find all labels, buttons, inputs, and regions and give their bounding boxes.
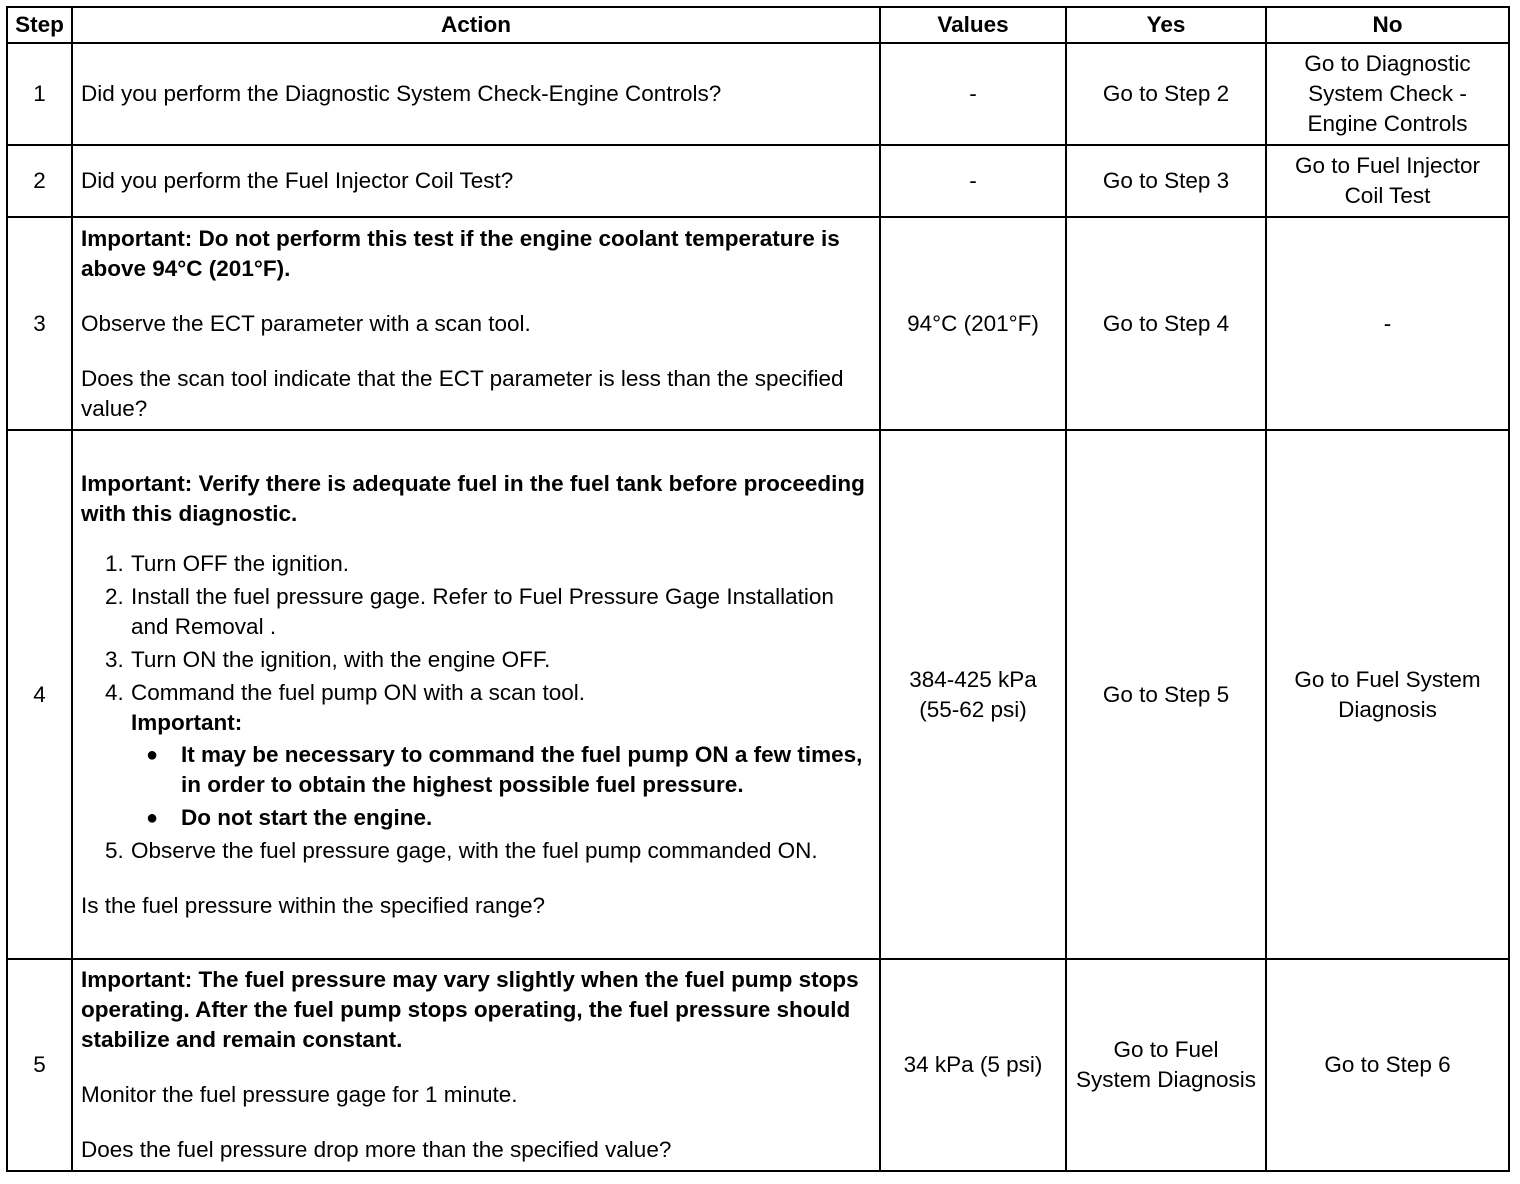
list-item: 2. Install the fuel pressure gage. Refer to Fuel Pressure Gage Installation and Removal . <box>130 582 871 642</box>
action-question: Is the fuel pressure within the specified range? <box>81 892 546 918</box>
procedure-list <box>81 549 871 866</box>
table-row <box>7 959 1509 1171</box>
list-item <box>130 678 871 833</box>
note-list <box>131 740 871 833</box>
header-values: Values <box>880 7 1066 43</box>
values-cell: - <box>880 145 1066 217</box>
action-cell <box>72 430 880 959</box>
action-text: Did you perform the Fuel Injector Coil Test? <box>81 168 514 193</box>
header-action: Action <box>72 7 880 43</box>
important-note: Important: Verify there is adequate fuel in the fuel tank before proceeding with this diagnostic. <box>81 470 865 526</box>
no-cell: Go to Diagnostic System Check - Engine Controls <box>1266 43 1509 145</box>
step-number: 5 <box>7 959 72 1171</box>
yes-cell: Go to Step 5 <box>1066 430 1266 959</box>
values-cell: 384-425 kPa (55-62 psi) <box>880 430 1066 959</box>
values-cell: 34 kPa (5 psi) <box>880 959 1066 1171</box>
header-no: No <box>1266 7 1509 43</box>
no-cell: - <box>1266 217 1509 430</box>
important-note: Important: The fuel pressure may vary slightly when the fuel pump stops operating. After the fuel pump stops operating, the fuel pressure should stabilize and remain constant. <box>81 967 859 1052</box>
step-number: 3 <box>7 217 72 430</box>
action-cell <box>72 959 880 1171</box>
yes-cell: Go to Step 4 <box>1066 217 1266 430</box>
no-cell: Go to Fuel Injector Coil Test <box>1266 145 1509 217</box>
table-row <box>7 217 1509 430</box>
action-question: Does the scan tool indicate that the ECT parameter is less than the specified value? <box>81 365 844 421</box>
action-cell <box>72 217 880 430</box>
header-yes: Yes <box>1066 7 1266 43</box>
no-cell: Go to Fuel System Diagnosis <box>1266 430 1509 959</box>
header-row <box>7 7 1509 43</box>
no-cell: Go to Step 6 <box>1266 959 1509 1171</box>
step-number: 1 <box>7 43 72 145</box>
action-cell <box>72 43 880 145</box>
step-number: 4 <box>7 430 72 959</box>
action-text: Did you perform the Diagnostic System Check-Engine Controls? <box>81 81 722 106</box>
note-item: ● It may be necessary to command the fuel pump ON a few times, in order to obtain the highest possible fuel pressure. <box>180 740 871 800</box>
values-cell: 94°C (201°F) <box>880 217 1066 430</box>
list-item: 5. Observe the fuel pressure gage, with the fuel pump commanded ON. <box>130 836 871 866</box>
list-item: 1. Turn OFF the ignition. <box>130 549 871 579</box>
note-item: ● Do not start the engine. <box>180 803 871 833</box>
yes-cell: Go to Step 2 <box>1066 43 1266 145</box>
important-note: Important: Do not perform this test if the engine coolant temperature is above 94°C (201°F). <box>81 225 840 281</box>
list-item-text: Command the fuel pump ON with a scan tool. <box>131 679 585 705</box>
table-row <box>7 145 1509 217</box>
table-row <box>7 430 1509 959</box>
yes-cell: Go to Step 3 <box>1066 145 1266 217</box>
action-text: Observe the ECT parameter with a scan tool. <box>81 310 531 336</box>
action-cell <box>72 145 880 217</box>
yes-cell: Go to Fuel System Diagnosis <box>1066 959 1266 1171</box>
action-question: Does the fuel pressure drop more than the specified value? <box>81 1137 672 1162</box>
step-number: 2 <box>7 145 72 217</box>
sub-important-label: Important: <box>131 709 243 735</box>
diagnostic-table <box>6 6 1510 1172</box>
header-step: Step <box>7 7 72 43</box>
values-cell: - <box>880 43 1066 145</box>
table-row <box>7 43 1509 145</box>
action-text: Monitor the fuel pressure gage for 1 minute. <box>81 1082 518 1107</box>
list-item: 3. Turn ON the ignition, with the engine OFF. <box>130 645 871 675</box>
